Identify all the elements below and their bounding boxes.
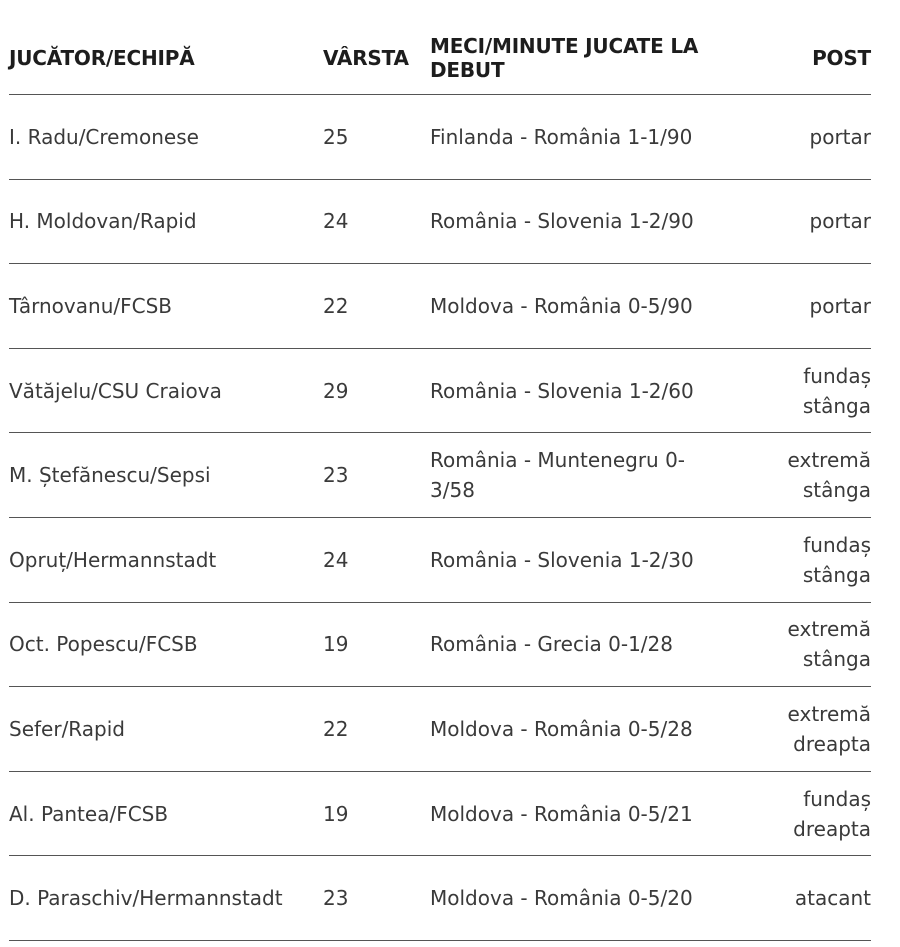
position-cell: portar [809,124,871,149]
age-cell: 29 [323,378,349,403]
header-player-team: JUCĂTOR/ECHIPĂ [9,46,195,70]
header-position: POST [812,46,871,70]
header-age: VÂRSTA [323,46,409,70]
debut-cell: Moldova - România 0-5/90 [430,293,693,318]
table-row [9,433,871,518]
age-cell: 24 [323,547,349,572]
table-row [9,518,871,603]
age-cell: 22 [323,716,349,741]
player-team-cell: Târnovanu/FCSB [9,293,172,318]
position-cell: portar [809,209,871,234]
player-team-cell: Opruț/Hermannstadt [9,547,217,572]
age-cell: 25 [323,124,349,149]
age-cell: 23 [323,463,349,488]
debut-cell: România - Grecia 0-1/28 [430,632,673,657]
player-team-cell: Al. Pantea/FCSB [9,801,169,826]
position-cell: extremă dreapta [787,701,871,756]
debut-cell: România - Slovenia 1-2/30 [430,547,694,572]
age-cell: 19 [323,801,349,826]
position-cell: atacant [794,886,871,911]
player-team-cell: Vătăjelu/CSU Craiova [9,378,222,403]
table-header [9,22,871,95]
table-row [9,603,871,688]
position-cell: extremă stânga [787,448,871,503]
position-cell: fundaș stânga [802,363,871,418]
age-cell: 23 [323,886,349,911]
debut-cell: Moldova - România 0-5/20 [430,886,693,911]
position-cell: portar [809,293,871,318]
position-cell: extremă stânga [787,617,871,672]
table-row [9,349,871,434]
debut-cell: Finlanda - România 1-1/90 [430,124,693,149]
table-row [9,264,871,349]
table-row [9,687,871,772]
age-cell: 24 [323,209,349,234]
table-row [9,856,871,941]
position-cell: fundaș stânga [802,532,871,587]
debut-cell: România - Slovenia 1-2/60 [430,378,694,403]
header-debut-match-minutes: MECI/MINUTE JUCATE LA DEBUT [430,34,699,82]
age-cell: 22 [323,293,349,318]
player-team-cell: D. Paraschiv/Hermannstadt [9,886,283,911]
table-row [9,180,871,265]
player-team-cell: Sefer/Rapid [9,716,125,741]
debut-cell: România - Muntenegru 0-3/58 [430,448,686,503]
player-team-cell: H. Moldovan/Rapid [9,209,197,234]
table-row [9,95,871,180]
age-cell: 19 [323,632,349,657]
debut-cell: Moldova - România 0-5/28 [430,716,693,741]
debut-cell: Moldova - România 0-5/21 [430,801,693,826]
player-team-cell: M. Ștefănescu/Sepsi [9,463,211,488]
players-debut-table [9,22,871,941]
player-team-cell: I. Radu/Cremonese [9,124,199,149]
table-row [9,772,871,857]
debut-cell: România - Slovenia 1-2/90 [430,209,694,234]
position-cell: fundaș dreapta [793,786,871,841]
player-team-cell: Oct. Popescu/FCSB [9,632,198,657]
